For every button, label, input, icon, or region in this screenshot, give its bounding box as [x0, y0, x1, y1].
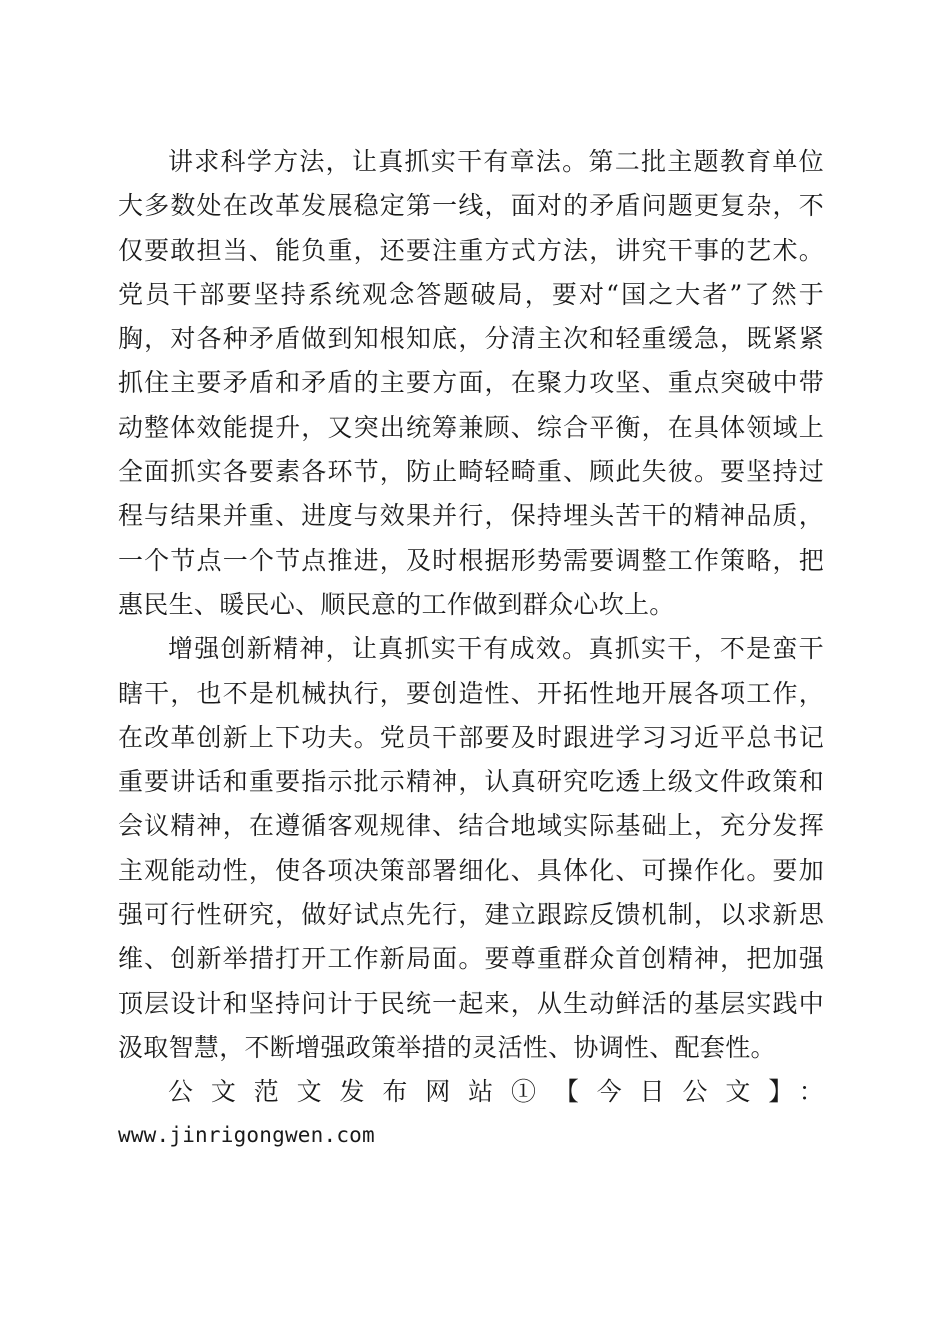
footer-site-line: 公文范文发布网站①【今日公文】：	[168, 1077, 824, 1107]
paragraph-innovation-spirit: 增强创新精神，让真抓实干有成效。真抓实干，不是蛮干瞎干，也不是机械执行，要创造性、开拓性地开展各项工作，在改革创新上下功夫。党员干部要及时跟进学习习近平总书记重要讲话和重要指示批示精神，认真研究吃透上级文件政策和会议精神，在遵循客观规律、结合地域实际基础上，充分发挥主观能动性，使各项决策部署细化、具体化、可操作化。要加强可行性研究，做好试点先行，建立跟踪反馈机制，以求新思维、创新举措打开工作新局面。要尊重群众首创精神，把加强顶层设计和坚持问计于民统一起来，从生动鲜活的基层实践中汲取智慧，不断增强政策举措的灵活性、协调性、配套性。	[118, 634, 824, 1062]
document-page	[118, 140, 824, 1155]
footer-site-url[interactable]: www.jinrigongwen.com	[118, 1122, 375, 1147]
paragraph-scientific-methods: 讲求科学方法，让真抓实干有章法。第二批主题教育单位大多数处在改革发展稳定第一线，面对的矛盾问题更复杂，不仅要敢担当、能负重，还要注重方式方法，讲究干事的艺术。党员干部要坚持系统观念答题破局，要对“国之大者”了然于胸，对各种矛盾做到知根知底，分清主次和轻重缓急，既紧紧抓住主要矛盾和矛盾的主要方面，在聚力攻坚、重点突破中带动整体效能提升，又突出统筹兼顾、综合平衡，在具体领域上全面抓实各要素各环节，防止畸轻畸重、顾此失彼。要坚持过程与结果并重、进度与效果并行，保持埋头苦干的精神品质，一个节点一个节点推进，及时根据形势需要调整工作策略，把惠民生、暖民心、顺民意的工作做到群众心坎上。	[118, 147, 824, 619]
